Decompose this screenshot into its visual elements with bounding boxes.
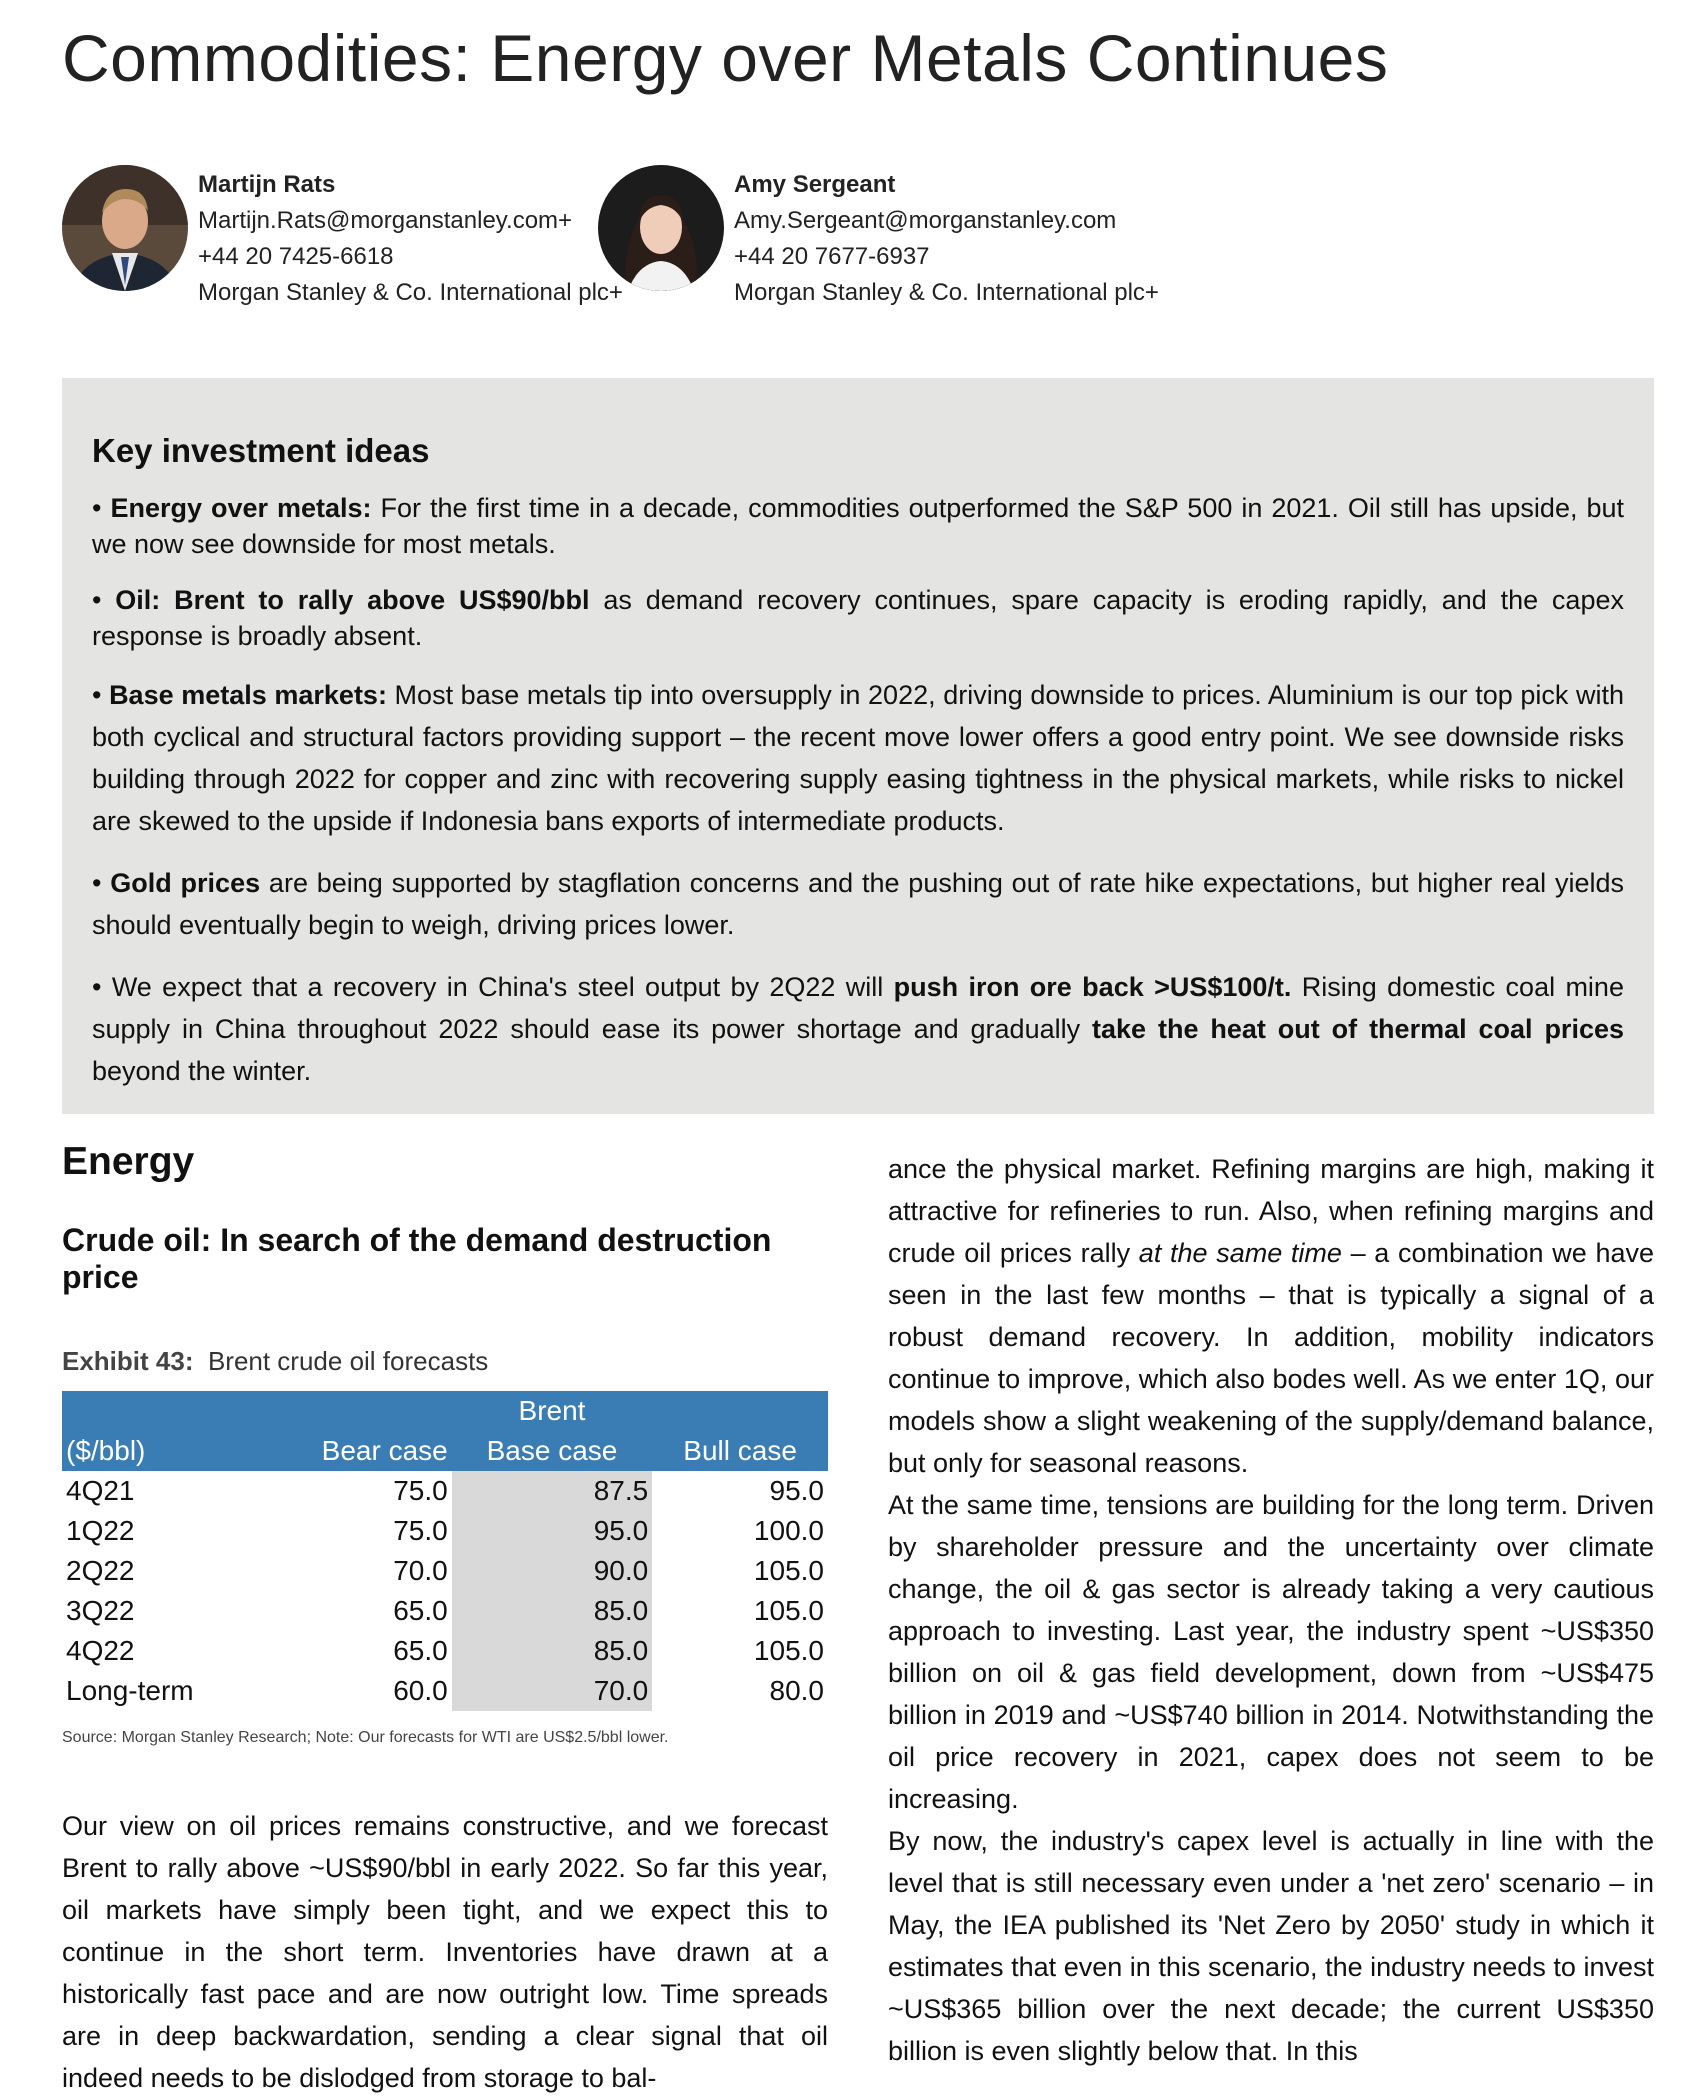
- key-idea-item: • Base metals markets: Most base metals tip into oversupply in 2022, driving downside to prices. Aluminium is our top pick with both cyclical and structural factors providing support – the recent move lower offers a good entry point. We see downside risks building through 2022 for copper and zinc with recovering supply easing tightness in the physical markets, while risks to nickel are skewed to the upside if Indonesia bans exports of intermediate products.: [92, 680, 1624, 836]
- column-header: ($/bbl): [62, 1431, 258, 1471]
- key-idea-item: • Energy over metals: For the first time in a decade, commodities outperformed the S&P 500 in 2021. Oil still has upside, but we now see downside for most metals.: [92, 493, 1624, 559]
- column-header: Bull case: [652, 1431, 828, 1471]
- author-company: Morgan Stanley & Co. International plc+: [734, 279, 1159, 306]
- author-photo: [62, 165, 188, 291]
- author-email[interactable]: Martijn.Rats@morganstanley.com+: [198, 207, 573, 234]
- body-paragraph: At the same time, tensions are building for the long term. Driven by shareholder pressure and the uncertainty over climate change, the oil & gas sector is already taking a very cautious approach to investing. Last year, the industry spent ~US$350 billion on oil & gas field development, down from ~US$475 billion in 2019 and ~US$740 billion in 2014. Notwithstanding the oil price recovery in 2021, capex does not seem to be increasing.: [888, 1490, 1654, 1814]
- table-row: 3Q22 65.0 85.0 105.0: [62, 1591, 828, 1631]
- author-company: Morgan Stanley & Co. International plc+: [198, 279, 623, 306]
- author-email[interactable]: Amy.Sergeant@morganstanley.com: [734, 207, 1117, 234]
- key-idea-item: • Oil: Brent to rally above US$90/bbl as demand recovery continues, spare capacity is eroding rapidly, and the capex response is broadly absent.: [92, 585, 1624, 651]
- author-phone: +44 20 7677-6937: [734, 243, 930, 270]
- exhibit-caption: Exhibit 43: Brent crude oil forecasts: [62, 1346, 489, 1376]
- body-paragraph: By now, the industry's capex level is actually in line with the level that is still necessary even under a 'net zero' scenario – in May, the IEA published its 'Net Zero by 2050' study in which it estimates that even in this scenario, the industry needs to invest ~US$365 billion over the next decade; the current US$350 billion is even slightly below that. In this: [888, 1826, 1654, 2066]
- author-card: [62, 165, 623, 311]
- table-row: 2Q22 70.0 90.0 105.0: [62, 1551, 828, 1591]
- left-column: [62, 1140, 828, 2099]
- author-photo: [598, 165, 724, 291]
- author-name: Amy Sergeant: [734, 171, 896, 198]
- table-group-header: Brent: [452, 1391, 653, 1431]
- key-idea-item: • Gold prices are being supported by stagflation concerns and the pushing out of rate hike expectations, but higher real yields should eventually begin to weigh, driving prices lower.: [92, 868, 1624, 940]
- table-header-row: [62, 1431, 828, 1471]
- author-name: Martijn Rats: [198, 171, 336, 198]
- section-subheading: Crude oil: In search of the demand destruction price: [62, 1222, 772, 1295]
- table-row: Long-term 60.0 70.0 80.0: [62, 1671, 828, 1711]
- forecast-table: [62, 1391, 828, 1711]
- key-ideas-heading: Key investment ideas: [92, 432, 430, 469]
- section-heading: Energy: [62, 1140, 195, 1183]
- right-column: [888, 1148, 1654, 2072]
- table-row: 1Q22 75.0 95.0 100.0: [62, 1511, 828, 1551]
- column-header: Base case: [452, 1431, 653, 1471]
- exhibit-source: Source: Morgan Stanley Research; Note: Our forecasts for WTI are US$2.5/bbl lower.: [62, 1729, 669, 1746]
- key-ideas-box: [62, 378, 1654, 1114]
- body-paragraph: Our view on oil prices remains constructive, and we forecast Brent to rally above ~US$90/bbl in early 2022. So far this year, oil markets have simply been tight, and we expect this to continue in the short term. Inventories have drawn at a historically fast pace and are now outright low. Time spreads are in deep backwardation, sending a clear signal that oil indeed needs to be dislodged from storage to bal-: [62, 1811, 828, 2093]
- table-row: 4Q21 75.0 87.5 95.0: [62, 1471, 828, 1511]
- author-phone: +44 20 7425-6618: [198, 243, 394, 270]
- author-card: [598, 165, 1159, 311]
- key-idea-item: • We expect that a recovery in China's steel output by 2Q22 will push iron ore back >US$100/t. Rising domestic coal mine supply in China throughout 2022 should ease its power shortage and gradually take the heat out of thermal coal prices beyond the winter.: [92, 972, 1624, 1086]
- table-row: 4Q22 65.0 85.0 105.0: [62, 1631, 828, 1671]
- body-paragraph: ance the physical market. Refining margins are high, making it attractive for refineries to run. Also, when refining margins and crude oil prices rally at the same time – a combination we have seen in the last few months – that is typically a signal of a robust demand recovery. In addition, mobility indicators continue to improve, which also bodes well. As we enter 1Q, our models show a slight weakening of the supply/demand balance, but only for seasonal reasons.: [888, 1154, 1654, 1478]
- column-header: Bear case: [258, 1431, 452, 1471]
- table-header-row: [62, 1391, 828, 1431]
- page-title: Commodities: Energy over Metals Continues: [62, 21, 1389, 95]
